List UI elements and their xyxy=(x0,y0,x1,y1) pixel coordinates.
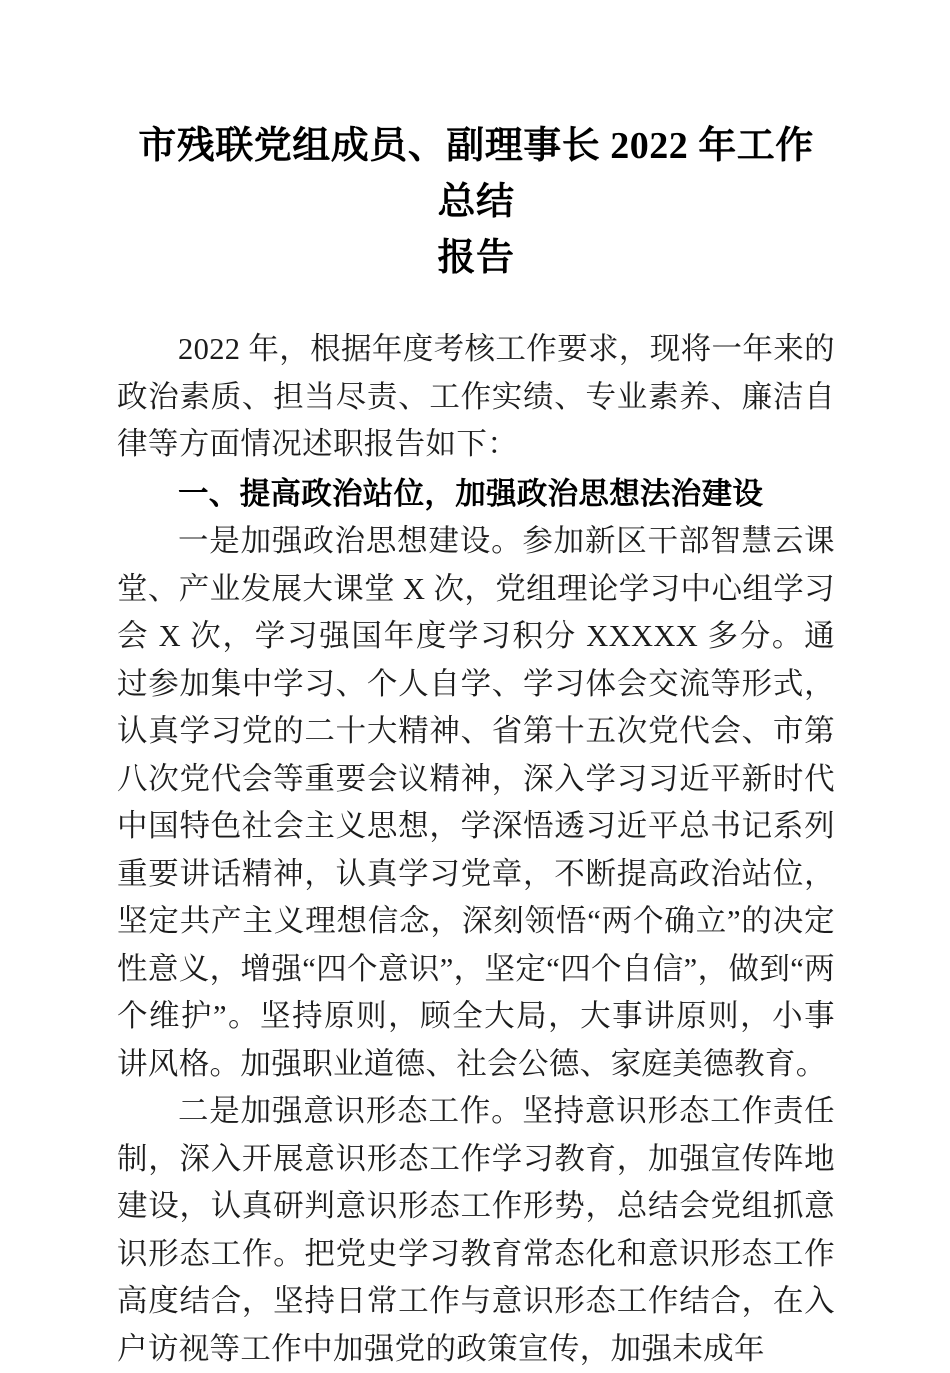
document-content-column xyxy=(117,118,835,1373)
document-title xyxy=(117,118,835,286)
paragraph-point-two: 二是加强意识形态工作。坚持意识形态工作责任制，深入开展意识形态工作学习教育，加强宣传阵地建设，认真研判意识形态工作形势，总结会党组抓意识形态工作。把党史学习教育常态化和意识形态工作高度结合，坚持日常工作与意识形态工作结合，在入户访视等工作中加强党的政策宣传，加强未成年 xyxy=(117,1094,835,1366)
document-title-line-2: 报告 xyxy=(437,237,515,279)
intro-paragraph: 2022 年，根据年度考核工作要求，现将一年来的政治素质、担当尽责、工作实绩、专业素养、廉洁自律等方面情况述职报告如下： xyxy=(117,332,835,461)
paragraph-point-one: 一是加强政治思想建设。参加新区干部智慧云课堂、产业发展大课堂 X 次，党组理论学习中心组学习会 X 次，学习强国年度学习积分 XXXXX 多分。通过参加集中学习、个人自学、学习体会交流等形式，认真学习党的二十大精神、省第十五次党代会、市第八次党代会等重要会议精神，深入学习习近平新时代中国特色社会主义思想，学深悟透习近平总书记系列重要讲话精神，认真学习党章，不断提高政治站位，坚定共产主义理想信念，深刻领悟“两个确立”的决定性意义，增强“四个意识”，坚定“四个自信”，做到“两个维护”。坚持原则，顾全大局，大事讲原则，小事讲风格。加强职业道德、社会公德、家庭美德教育。 xyxy=(117,524,835,1081)
document-title-line-1: 市残联党组成员、副理事长 2022 年工作总结 xyxy=(138,125,814,223)
section-heading-one: 一、提高政治站位，加强政治思想法治建设 xyxy=(178,476,764,511)
